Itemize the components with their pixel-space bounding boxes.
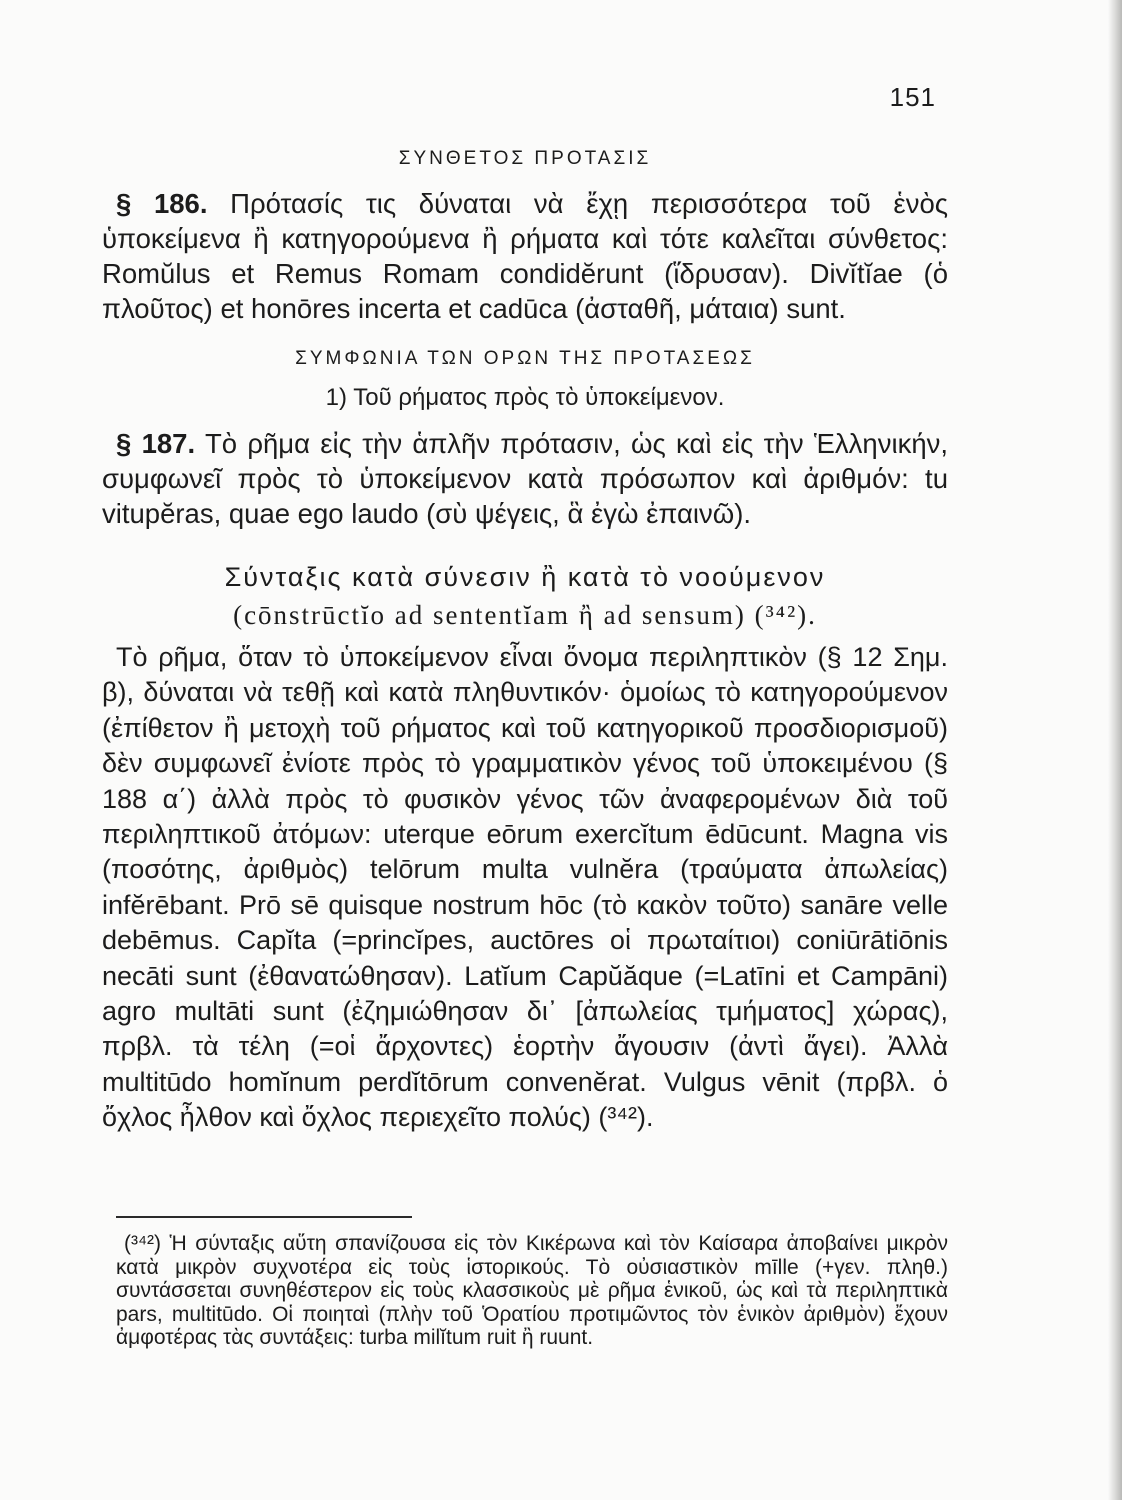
syntax-heading [102,558,948,634]
paragraph-186-text: Πρότασίς τις δύναται νὰ ἔχῃ περισσότερα τοῦ ἑνὸς ὑποκείμενα ἢ κατηγορούμενα ἢ ρήματα καὶ τότε καλεῖται σύνθετος: Romŭlus et Remus Romam condidĕrunt (ἵδρυσαν). Divĭtĭae (ὁ πλοῦτος) et honōres incerta et cadūca (ἀσταθῆ, μάταια) sunt. [102,188,948,324]
section-label-187: § 187. [116,428,196,459]
subheading-verb-subject: 1) Τοῦ ρήματος πρὸς τὸ ὑποκείμενον. [325,384,725,411]
paragraph-186 [102,186,948,326]
page-number: 151 [889,82,936,112]
paragraph-187 [102,426,948,531]
syntax-heading-line2: (cōnstrūctĭo ad sententĭam ἢ ad sensum) (³⁴²). [233,600,817,630]
section-heading-agreement: ΣΥΜΦΩΝΙΑ ΤΩΝ ΟΡΩΝ ΤΗΣ ΠΡΟΤΑΣΕΩΣ [295,348,755,369]
paragraph-187-text: Τὸ ρῆμα εἰς τὴν ἁπλῆν πρότασιν, ὡς καὶ εἰς τὴν Ἑλληνικήν, συμφωνεῖ πρὸς τὸ ὑποκείμενον κατὰ πρόσωπον καὶ ἀριθμόν: tu vitupĕras, quae ego laudo (σὺ ψέγεις, ἃ ἐγὼ ἐπαινῶ). [102,428,949,529]
page-edge-shadow [1108,0,1122,1500]
footnote-342-text: (³⁴²) Ἡ σύνταξις αὕτη σπανίζουσα εἰς τὸν Κικέρωνα καὶ τὸν Καίσαρα ἀποβαίνει μικρὸν κατὰ μικρὸν συχνοτέρα εἰς τοὺς ἱστορικούς. Τὸ οὐσιαστικὸν mīlle (+γεν. πληθ.) συντάσσεται συνηθέστερον εἰς τοὺς κλασσικοὺς μὲ ρῆμα ἑνικοῦ, ὡς καὶ τὰ περιληπτικὰ pars, multitūdo. Οἱ ποιηταὶ (πλὴν τοῦ Ὁρατίου προτιμῶντος τὸν ἑνικὸν ἀριθμὸν) ἔχουν ἀμφοτέρας τὰς συντάξεις: turba milĭtum ruit ἢ ruunt. [116,1232,948,1350]
footnote-divider [116,1216,412,1218]
footnote-342 [116,1232,948,1350]
main-paragraph [102,640,948,1136]
main-paragraph-text: Τὸ ρῆμα, ὅταν τὸ ὑποκείμενον εἶναι ὄνομα περιληπτικὸν (§ 12 Σημ. β), δύναται νὰ τεθῇ καὶ κατὰ πληθυντικόν· ὁμοίως τὸ κατηγορούμενον (ἐπίθετον ἢ μετοχὴ τοῦ ρήματος καὶ τοῦ κατηγορικοῦ προσδιορισμοῦ) δὲν συμφωνεῖ ἐνίοτε πρὸς τὸ γραμματικὸν γένος τοῦ ὑποκειμένου (§ 188 α΄) ἀλλὰ πρὸς τὸ φυσικὸν γένος τῶν ἀναφερομένων διὰ τοῦ περιληπτικοῦ ἀτόμων: uterque eōrum exercĭtum ēdūcunt. Magna vis (ποσότης, ἀριθμὸς) telōrum multa vulnĕra (τραύματα ἀπωλείας) infĕrēbant. Prō sē quisque nostrum hōc (τὸ κακὸν τοῦτο) sanāre velle debēmus. Capĭta (=princĭpes, auctōres οἱ πρωταίτιοι) coniūrātiōnis necāti sunt (ἐθανατώθησαν). Latĭum Capŭăque (=Latīni et Campāni) agro multāti sunt (ἐζημιώθησαν δι᾿ [ἀπωλείας τμήματος] χώρας), πρβλ. τὰ τέλη (=οἱ ἄρχοντες) ἑορτὴν ἄγουσιν (ἀντὶ ἄγει). Ἀλλὰ multitūdo homĭnum perdĭtōrum convenĕrat. Vulgus vēnit (πρβλ. ὁ ὄχλος ἦλθον καὶ ὄχλος περιεχεῖτο πολύς) (³⁴²). [102,642,948,1133]
section-label-186: § 186. [116,188,208,219]
syntax-heading-line1: Σύνταξις κατὰ σύνεσιν ἢ κατὰ τὸ νοούμενον [224,562,826,592]
section-heading-compound-sentence: ΣΥΝΘΕΤΟΣ ΠΡΟΤΑΣΙΣ [398,148,652,169]
